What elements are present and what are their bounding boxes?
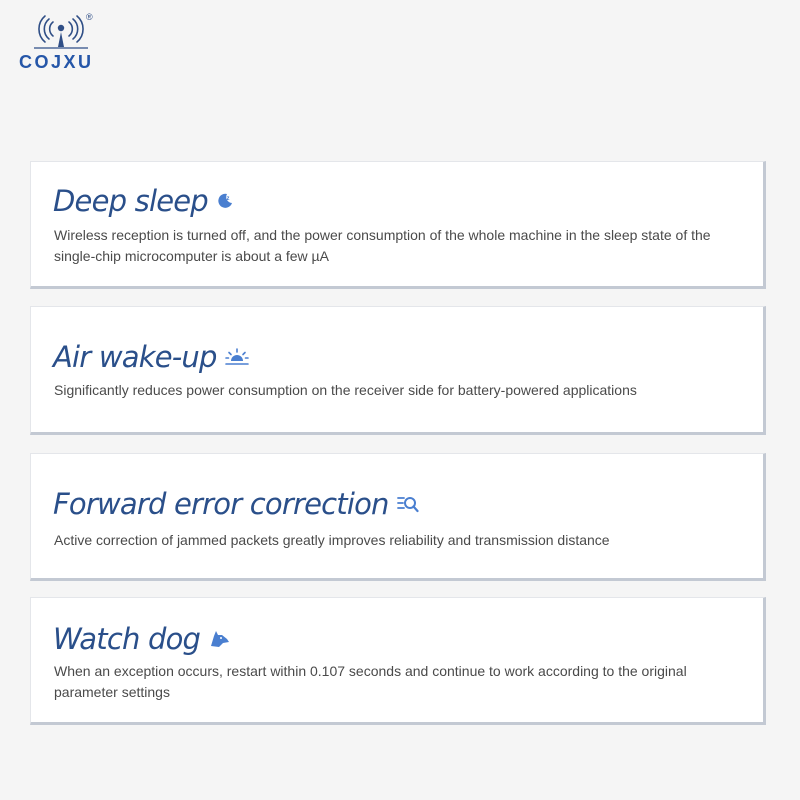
feature-title: Air wake-up bbox=[53, 340, 217, 374]
feature-title: Forward error correction bbox=[53, 487, 389, 521]
feature-description: Active correction of jammed packets greatly improves reliability and transmission distance bbox=[54, 532, 610, 548]
feature-title: Watch dog bbox=[53, 622, 201, 656]
dog-icon bbox=[208, 630, 230, 648]
feature-title: Deep sleep bbox=[53, 184, 208, 218]
feature-card-watch-dog bbox=[30, 597, 766, 725]
feature-description: Significantly reduces power consumption on the receiver side for battery-powered applications bbox=[54, 382, 637, 398]
svg-text:z: z bbox=[226, 196, 230, 202]
feature-card-air-wake-up bbox=[30, 306, 766, 435]
feature-card-deep-sleep bbox=[30, 161, 766, 289]
antenna-signal-icon bbox=[32, 14, 90, 50]
feature-description: Wireless reception is turned off, and the power consumption of the whole machine in the sleep state of the single-chip microcomputer is about a few µA bbox=[54, 227, 711, 264]
moon-icon bbox=[216, 192, 234, 210]
search-list-icon bbox=[397, 495, 419, 513]
registered-mark: ® bbox=[86, 12, 93, 22]
brand-name: COJXU bbox=[19, 52, 94, 72]
brand-logo bbox=[18, 12, 108, 74]
feature-description: When an exception occurs, restart within 0.107 seconds and continue to work according to the original parameter settings bbox=[54, 663, 687, 700]
feature-card-forward-error-correction bbox=[30, 453, 766, 581]
sunrise-icon bbox=[225, 348, 249, 366]
